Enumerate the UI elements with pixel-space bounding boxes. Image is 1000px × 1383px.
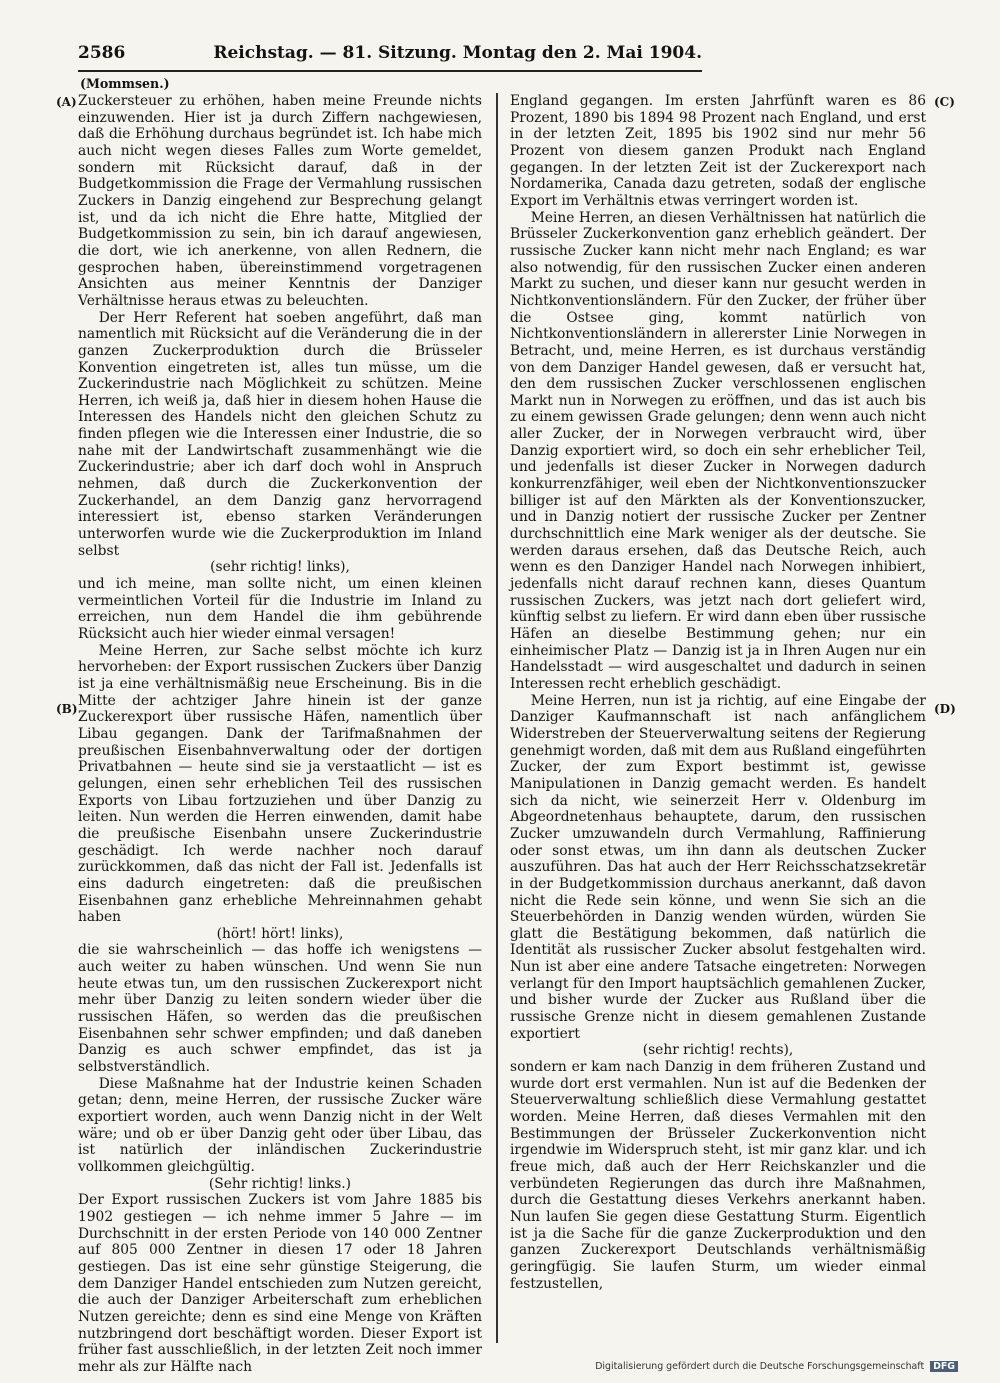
paragraph: Meine Herren, nun ist ja richtig, auf eine Eingabe der Danziger Kaufmannschaft ist nach anfänglichem Widerstreben der Steuerverwaltung seitens der Regierung genehmigt worden, daß mit dem aus Rußland eingeführten Zucker, der zum Export bestimmt ist, gewisse Manipulationen in Danzig gemacht werden. Es handelt sich da nicht, wie seinerzeit Herr v. Oldenburg im Abgeordnetenhaus behauptete, darum, den russischen Zucker umzuwandeln durch Vermahlung, Raffinierung oder sonst etwas, um ihn dann als deutschen Zucker auszuführen. Das hat auch der Herr Reichsschatzsekretär in der Budgetkommission durchaus anerkannt, daß davon nicht die Rede sein könne, und wenn Sie sich an die Steuerbehörden in Danzig wenden würden, würden Sie glatt die Bestätigung bekommen, daß natürlich die Identität als russischer Zucker absolut festgehalten wird. Nun ist aber eine andere Tatsache eingetreten: Norwegen verlangt für den Import hauptsächlich gemahlenen Zucker, und bisher wurde der Zucker aus Rußland über die russische Grenze nicht in diesem gemahlenen Zustande exportiert bbox=[510, 692, 926, 1042]
margin-mark-b: (B) bbox=[56, 702, 78, 716]
paragraph: Der Export russischen Zuckers ist vom Jahre 1885 bis 1902 gestiegen — ich nehme immer 5 Jahre — im Durchschnitt in der ersten Periode von 140 000 Zentner auf 805 000 Zentner in diesen 17 oder 18 Jahren gestiegen. Das ist eine sehr günstige Steigerung, die dem Danziger Handel entschieden zum Nutzen gereicht, die auch der Danziger Arbeiterschaft zum erheblichen Nutzen gereichte; denn es sind eine Menge von Kräften nutzbringend dort beschäftigt worden. Dieser Export ist früher fast ausschließlich, in der letzten Zeit noch immer mehr als zur Hälfte nach bbox=[78, 1192, 482, 1375]
paragraph: Diese Maßnahme hat der Industrie keinen Schaden getan; denn, meine Herren, der russische Zucker wäre exportiert worden, auch wenn Danzig nicht in der Welt wäre; und ob er über Danzig geht oder über Libau, das ist natürlich der inländischen Zuckerindustrie vollkommen gleichgültig. bbox=[78, 1075, 482, 1175]
column-divider bbox=[496, 93, 498, 1343]
paragraph: England gegangen. Im ersten Jahrfünft waren es 86 Prozent, 1890 bis 1894 98 Prozent nach England, und erst in der letzten Zeit, 1895 bis 1902 sind nur mehr 56 Prozent von diesem ganzen Produkt nach England gegangen. In der letzten Zeit ist der Zuckerexport nach Nordamerika, Canada dazu getreten, sodaß der englische Export im Verhältnis etwas verringert worden ist. bbox=[510, 93, 926, 209]
paragraph: und ich meine, man sollte nicht, um einen kleinen vermeintlichen Vorteil für die Industrie im Inland zu erreichen, nun dem Handel die ihm gebührende Rücksicht auch hier wieder einmal versagen! bbox=[78, 576, 482, 642]
page-header bbox=[78, 43, 702, 69]
paragraph: Meine Herren, an diesen Verhältnissen hat natürlich die Brüsseler Zuckerkonvention ganz erheblich geändert. Der russische Zucker kann nicht mehr nach England; es war also notwendig, für den russischen Zucker einen anderen Markt zu suchen, und dieser kann nur gesucht werden in Nichtkonventionsländern. Für den Zucker, der früher über die Ostsee ging, kommt natürlich von Nichtkonventionsländern in allererster Linie Norwegen in Betracht, und, meine Herren, es ist durchaus verständig von dem Danziger Handel gewesen, daß er versucht hat, den dem russischen Zucker verschlossenen englischen Markt nun in Norwegen zu eröffnen, und das ist auch bis zu einem gewissen Grade gelungen; denn wenn auch nicht aller Zucker, der in Norwegen verbraucht wird, über Danzig exportiert wird, so doch ein sehr erheblicher Teil, und jedenfalls ist dieser Zucker in Norwegen dadurch konkurrenzfähiger, weil eben der Nichtkonventionszucker billiger ist auf den Märkten als der Konventionszucker, und in Danzig notiert der russische Zucker per Zentner durchschnittlich eine Mark weniger als der deutsche. Sie werden daraus ersehen, daß das Deutsche Reich, auch wenn es den Danziger Handel nach Norwegen inhibiert, jedenfalls nicht darauf rechnen kann, dieses Quantum russischen Zuckers, was jetzt nach dort geliefert wird, künftig selbst zu liefern. Er wird dann eben über russische Häfen an dieselbe Bestimmung gehen; nur ein einheimischer Platz — Danzig ist ja in Ihren Augen nur ein Handelsstadt — wird ausgeschaltet und dadurch in seinen Interessen recht erheblich geschädigt. bbox=[510, 209, 926, 692]
interjection: (hört! hört! links), bbox=[216, 925, 344, 942]
margin-mark-d: (D) bbox=[934, 702, 956, 716]
paragraph: sondern er kam nach Danzig in dem früheren Zustand und wurde dort erst vermahlen. Nun ist auf die Bedenken der Steuerverwaltung schließlich diese Vermahlung gestattet worden. Meine Herren, daß dieses Vermahlen mit den Bestimmungen der Brüsseler Zuckerkonvention nicht irgendwie im Widerspruch steht, ist mir ganz klar. und ich freue mich, daß auch der Herr Reichskanzler und die verbündeten Regierungen das durch ihre Maßnahmen, durch die Gestattung dieses Verkehrs anerkannt haben. Nun laufen Sie gegen diese Gestattung Sturm. Eigentlich ist ja die Sache für die ganze Zuckerproduktion und den ganzen Zuckerexport Deutschlands verhältnismäßig geringfügig. Sie laufen Sturm, um wieder einmal festzustellen, bbox=[510, 1059, 926, 1292]
paragraph: Meine Herren, zur Sache selbst möchte ich kurz hervorheben: der Export russischen Zuckers über Danzig ist ja eine verhältnismäßig neue Erscheinung. Bis in die Mitte der achtziger Jahre hinein ist der ganze Zuckerexport über russische Häfen, namentlich über Libau gegangen. Dank der Tarifmaßnahmen der preußischen Eisenbahnverwaltung oder der dortigen Privatbahnen — heute sind sie ja verstaatlicht — ist es gelungen, einen sehr erheblichen Teil des russischen Exports von Libau fortzuziehen und über Danzig zu leiten. Nun werden die Herren einwenden, damit habe die preußische Eisenbahn unsere Zuckerindustrie geschädigt. Ich werde nachher noch darauf zurückkommen, daß das nicht der Fall ist. Jedenfalls ist eins dadurch eingetreten: daß die preußischen Eisenbahnen ganz erhebliche Mehreinnahmen gehabt haben bbox=[78, 642, 482, 926]
paragraph: die sie wahrscheinlich — das hoffe ich wenigstens — auch weiter zu haben wünschen. Und wenn Sie nun heute etwas tun, um den russischen Zuckerexport nicht mehr über Danzig zu leiten sondern wieder über die russischen Häfen, so werden das die preußischen Eisenbahnen sehr schwer empfinden; und daß daneben Danzig es auch schwer empfindet, das ist ja selbstverständlich. bbox=[78, 942, 482, 1076]
header-rule bbox=[78, 70, 702, 72]
page-number: 2586 bbox=[78, 43, 126, 63]
paragraph: Der Herr Referent hat soeben angeführt, daß man namentlich mit Rücksicht auf die Veränderung die in der ganzen Zuckerproduktion durch die Brüsseler Konvention eingetreten ist, alles tun müsse, um die Zuckerindustrie nach Möglichkeit zu schützen. Meine Herren, ich weiß ja, daß hier in diesem hohen Hause die Interessen des Handels nicht den gleichen Schutz zu finden pflegen wie die Interessen einer Industrie, die so nahe mit der Landwirtschaft zusammenhängt wie die Zuckerindustrie; aber ich darf doch wohl in Anspruch nehmen, daß durch die Zuckerkonvention der Zuckerhandel, an dem Danzig ganz hervorragend interessiert ist, ebenso starken Veränderungen unterworfen wurde wie die Zuckerproduktion im Inland selbst bbox=[78, 309, 482, 559]
left-column bbox=[78, 93, 482, 1375]
margin-mark-a: (A) bbox=[56, 95, 77, 109]
footer bbox=[595, 1361, 958, 1372]
interjection: (sehr richtig! links), bbox=[210, 559, 350, 576]
footer-text: Digitalisierung gefördert durch die Deutsche Forschungsgemeinschaft bbox=[595, 1361, 925, 1372]
right-column bbox=[510, 93, 926, 1343]
running-title: Reichstag. — 81. Sitzung. Montag den 2. Mai 1904. bbox=[213, 43, 702, 63]
margin-mark-c: (C) bbox=[934, 95, 955, 109]
interjection: (Sehr richtig! links.) bbox=[208, 1175, 352, 1192]
paragraph: Zuckersteuer zu erhöhen, haben meine Freunde nichts einzuwenden. Hier ist ja durch Ziffern nachgewiesen, daß die Erhöhung durchaus begründet ist. Ich habe mich auch nicht wegen dieses Falles zum Worte gemeldet, sondern mit Rücksicht darauf, daß in der Budgetkommission die Frage der Vermahlung russischen Zuckers in Danzig eingehend zur Besprechung gelangt ist, und da ich nicht die Ehre hatte, Mitglied der Budgetkommission zu sein, bin ich darauf angewiesen, die dort, wie ich anerkenne, von allen Rednern, die gesprochen haben, übereinstimmend vorgetragenen Ansichten aus meiner Kenntnis der Danziger Verhältnisse heraus etwas zu beleuchten. bbox=[78, 93, 482, 309]
speaker-label: (Mommsen.) bbox=[80, 76, 170, 91]
interjection: (sehr richtig! rechts), bbox=[642, 1042, 794, 1059]
dfg-logo: DFG bbox=[930, 1361, 958, 1372]
